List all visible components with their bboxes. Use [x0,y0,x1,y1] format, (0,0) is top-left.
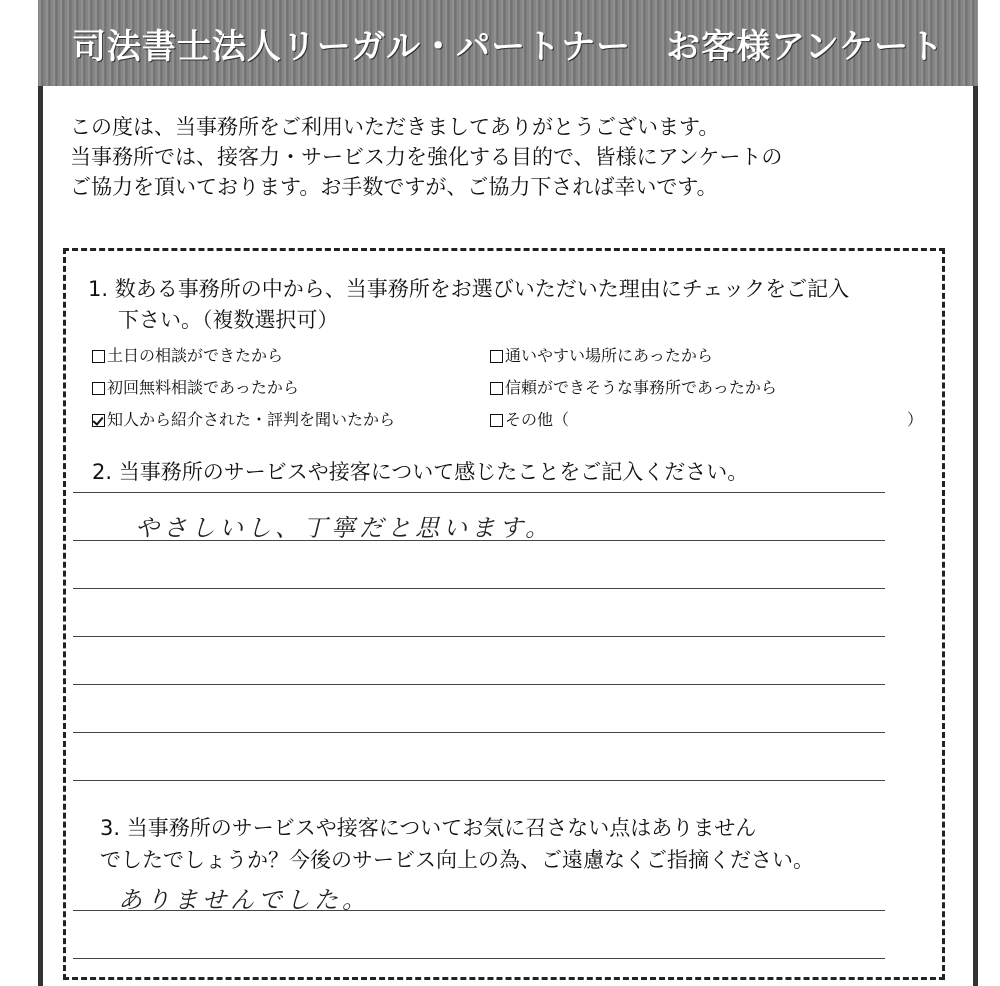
option-other-close: ） [907,410,924,429]
checkbox[interactable] [490,414,503,427]
option-referral[interactable] [92,409,490,431]
question-1-text: 1. 数ある事務所の中から、当事務所をお選びいただいた理由にチェックをご記入 [88,277,850,301]
question-3 [100,812,940,876]
checkbox[interactable] [490,350,503,363]
option-convenient-location[interactable] [490,345,932,367]
checkbox[interactable] [92,382,105,395]
title-banner [38,0,978,86]
option-weekend-consult[interactable] [92,345,490,367]
answer-line [73,588,885,589]
question-1-text-cont: 下さい。（複数選択可） [118,308,339,332]
question-2: 2. 当事務所のサービスや接客について感じたことをご記入ください。 [92,460,749,484]
intro-text [70,112,950,202]
answer-line [73,780,885,781]
checkbox[interactable] [92,350,105,363]
intro-line: 当事務所では、接客力・サービス力を強化する目的で、皆様にアンケートの [70,145,783,169]
answer-line [73,492,885,493]
intro-line: この度は、当事務所をご利用いただきましてありがとうございます。 [70,115,720,139]
question-2-answer[interactable]: やさしいし、丁寧だと思います。 [135,514,554,542]
option-label: 信頼ができそうな事務所であったから [505,378,777,397]
answer-line [73,636,885,637]
question-1 [88,274,948,336]
answer-line [73,958,885,959]
intro-line: ご協力を頂いております。お手数ですが、ご協力下されば幸いです。 [70,175,718,199]
option-label: 初回無料相談であったから [107,378,299,397]
answer-line [73,732,885,733]
checkbox-checked[interactable] [92,414,105,427]
option-label: 通いやすい場所にあったから [505,346,713,365]
answer-line [73,684,885,685]
question-3-answer[interactable]: ありませんでした。 [118,886,370,914]
option-label: 知人から紹介された・評判を聞いたから [107,410,396,429]
option-other[interactable] [490,409,932,431]
survey-title: 司法書士法人リーガル・パートナー お客様アンケート [71,26,945,67]
question-1-options [92,345,932,431]
option-trustworthy-office[interactable] [490,377,932,399]
option-label: その他（ [505,410,570,429]
option-free-first-consult[interactable] [92,377,490,399]
question-3-text-cont: でしたでしょうか？今後のサービス向上の為、ご遠慮なくご指摘ください。 [100,848,814,872]
option-label: 土日の相談ができたから [107,346,284,365]
question-3-text: 3. 当事務所のサービスや接客についてお気に召さない点はありません [100,816,757,840]
checkbox[interactable] [490,382,503,395]
